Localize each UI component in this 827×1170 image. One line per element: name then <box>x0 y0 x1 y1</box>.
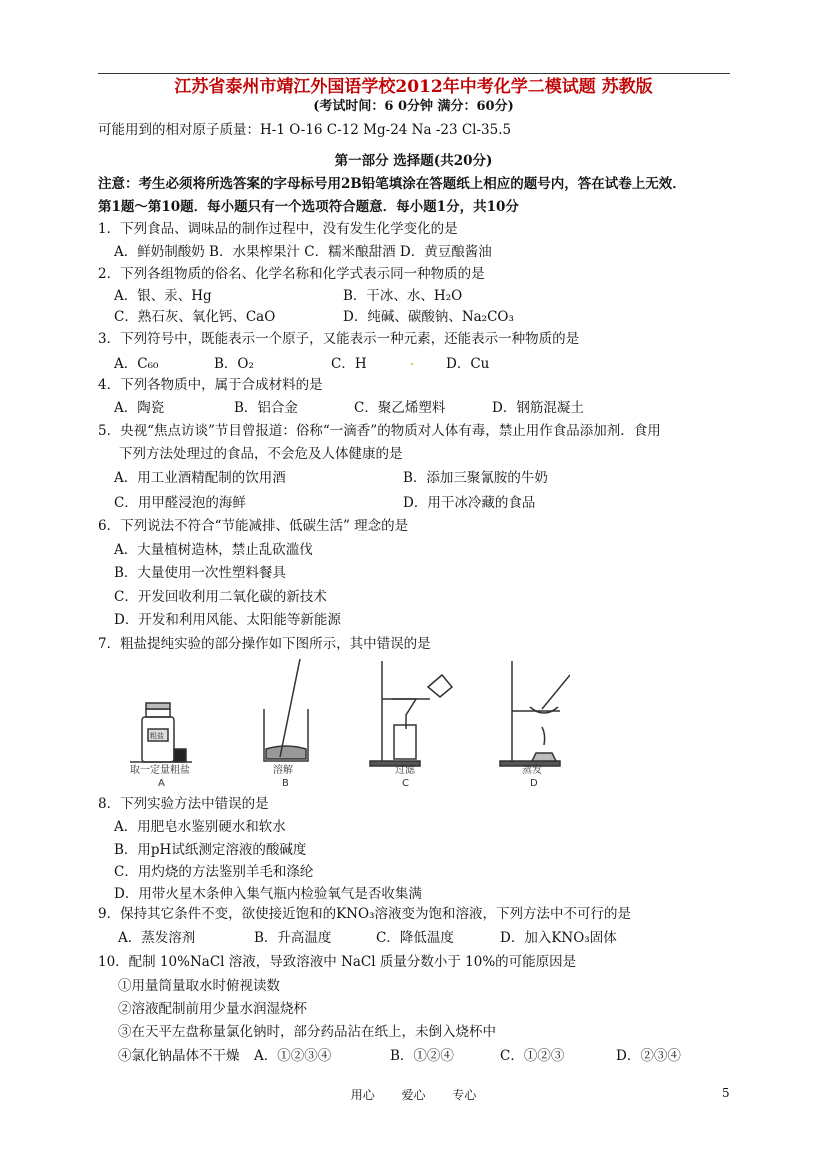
option: B．大量使用一次性塑料餐具 <box>114 565 286 581</box>
list-item: ④氯化钠晶体不干燥 <box>118 1048 240 1064</box>
figure-letter-a: A <box>158 778 165 789</box>
list-item: ③在天平左盘称量氯化钠时，部分药品沾在纸上，未倒入烧杯中 <box>118 1024 496 1040</box>
option: B．升高温度 <box>254 930 332 946</box>
header-rule <box>98 73 730 74</box>
option: C．用灼烧的方法鉴别羊毛和涤纶 <box>114 864 314 880</box>
beaker-illustration <box>264 659 308 761</box>
option-row: A．鲜奶制酸奶 B．水果榨果汁 C．糯米酿甜酒 D．黄豆酿酱油 <box>114 244 492 260</box>
figure-caption-c: 过滤 <box>395 765 415 776</box>
instructions: 第1题～第10题．每小题只有一个选项符合题意．每小题1分，共10分 <box>98 199 519 215</box>
exam-info: (考试时间：6 0分钟 满分：60分) <box>313 99 514 114</box>
page-number: 5 <box>722 1086 730 1100</box>
document-title: 江苏省泰州市靖江外国语学校2012年中考化学二模试题 苏教版 <box>174 77 653 97</box>
option: D．②③④ <box>616 1048 681 1064</box>
option: C．①②③ <box>500 1048 565 1064</box>
option: B．铝合金 <box>234 400 298 416</box>
option: D．纯碱、碳酸钠、Na₂CO₃ <box>343 309 514 325</box>
question-stem: 10．配制 10%NaCl 溶液，导致溶液中 NaCl 质量分数小于 10%的可能原因是 <box>98 954 577 970</box>
question-stem: 3．下列符号中，既能表示一个原子，又能表示一种元素，还能表示一种物质的是 <box>98 331 580 347</box>
option: A．大量植树造林，禁止乱砍滥伐 <box>114 542 313 558</box>
question-stem: 6．下列说法不符合“节能减排、低碳生活” 理念的是 <box>98 518 409 534</box>
option: C．开发回收利用二氧化碳的新技术 <box>114 589 327 605</box>
option: B．①②④ <box>390 1048 454 1064</box>
question-stem: 2．下列各组物质的俗名、化学名称和化学式表示同一种物质的是 <box>98 266 485 282</box>
stray-dot: . <box>410 353 415 369</box>
option: A．陶瓷 <box>114 400 165 416</box>
option: C．用甲醛浸泡的海鲜 <box>114 495 246 511</box>
figure-letter-b: B <box>282 778 289 789</box>
option: A．用肥皂水鉴别硬水和软水 <box>114 819 286 835</box>
option: D．用干冰冷藏的食品 <box>403 495 536 511</box>
figure-caption-a: 取一定量粗盐 <box>130 765 190 776</box>
option: A．用工业酒精配制的饮用酒 <box>114 470 286 486</box>
option: C．熟石灰、氧化钙、CaO <box>114 309 276 325</box>
list-item: ②溶液配制前用少量水润湿烧杯 <box>118 1001 307 1017</box>
evaporation-illustration <box>500 661 570 766</box>
notice: 注意：考生必须将所选答案的字母标号用2B铅笔填涂在答题纸上相应的题号内，答在试卷上无效． <box>98 176 686 192</box>
option: C．H <box>331 356 367 372</box>
question-stem: 9．保持其它条件不变，欲使接近饱和的KNO₃溶液变为饱和溶液，下列方法中不可行的是 <box>98 906 631 922</box>
atomic-masses: 可能用到的相对原子质量：H-1 O-16 C-12 Mg-24 Na -23 Cl-35.5 <box>98 122 512 138</box>
figure-caption-b: 溶解 <box>273 765 293 776</box>
figure-letter-c: C <box>402 778 409 789</box>
lab-operations-figure <box>130 657 570 789</box>
filtration-illustration <box>370 661 452 766</box>
option: D．开发和利用风能、太阳能等新能源 <box>114 612 341 628</box>
option: D．加入KNO₃固体 <box>500 930 617 946</box>
question-stem: 5．央视“焦点访谈”节目曾报道：俗称“一滴香”的物质对人体有毒，禁止用作食品添加剂．食用 <box>98 423 661 439</box>
option: A．银、汞、Hg <box>114 288 212 304</box>
option: B．用pH试纸测定溶液的酸碱度 <box>114 842 307 858</box>
part-heading: 第一部分 选择题(共20分) <box>334 153 493 169</box>
question-stem-continued: 下列方法处理过的食品，不会危及人体健康的是 <box>119 446 403 462</box>
list-item: ①用量筒量取水时俯视读数 <box>118 978 280 994</box>
question-stem: 7．粗盐提纯实验的部分操作如下图所示，其中错误的是 <box>98 636 431 652</box>
option: C．降低温度 <box>376 930 454 946</box>
option: B．干冰、水、H₂O <box>343 288 463 304</box>
option: C．聚乙烯塑料 <box>354 400 446 416</box>
option: A．①②③④ <box>254 1048 332 1064</box>
option: B．添加三聚氰胺的牛奶 <box>403 470 548 486</box>
figure-caption-d: 蒸发 <box>522 765 542 776</box>
question-stem: 1．下列食品、调味品的制作过程中，没有发生化学变化的是 <box>98 221 458 237</box>
option: D．Cu <box>446 356 490 372</box>
figure-letter-d: D <box>530 778 538 789</box>
footer-motto: 用心 爱心 专心 <box>350 1088 477 1102</box>
option: A．蒸发溶剂 <box>118 930 196 946</box>
question-stem: 8．下列实验方法中错误的是 <box>98 796 269 812</box>
option: D．钢筋混凝土 <box>492 400 584 416</box>
question-stem: 4．下列各物质中，属于合成材料的是 <box>98 377 323 393</box>
option: A．C₆₀ <box>114 356 159 372</box>
option: D．用带火星木条伸入集气瓶内检验氧气是否收集满 <box>114 886 422 902</box>
jar-label: 粗盐 <box>150 732 164 740</box>
option: B．O₂ <box>214 356 254 372</box>
